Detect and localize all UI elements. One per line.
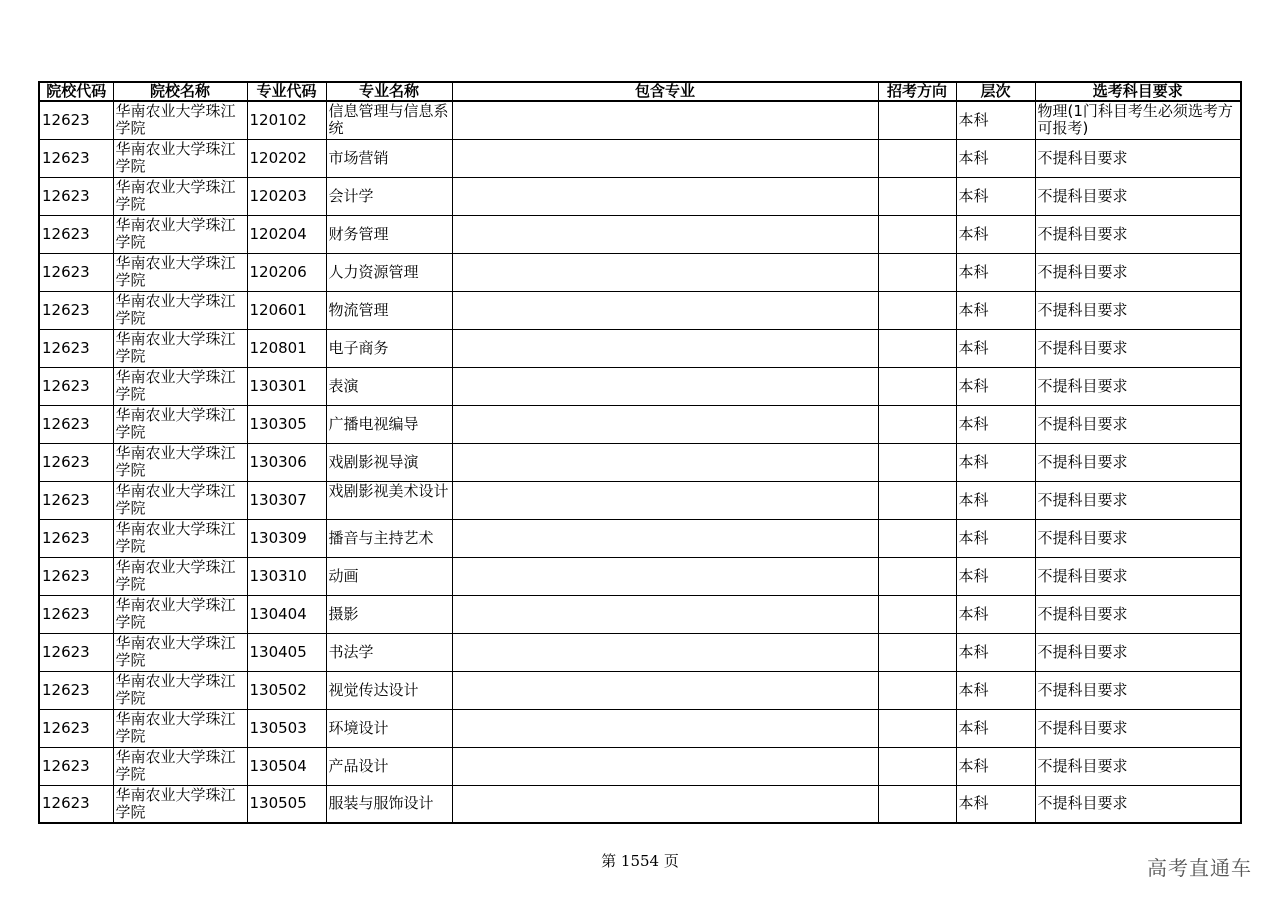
cell-included-majors: [452, 785, 878, 823]
cell-major-name: 会计学: [326, 177, 452, 215]
cell-school-name: 华南农业大学珠江学院: [113, 291, 247, 329]
cell-school-name: 华南农业大学珠江学院: [113, 177, 247, 215]
cell-school-code: 12623: [39, 595, 113, 633]
cell-included-majors: [452, 595, 878, 633]
cell-direction: [878, 519, 956, 557]
cell-included-majors: [452, 443, 878, 481]
cell-direction: [878, 329, 956, 367]
cell-major-name: 环境设计: [326, 709, 452, 747]
cell-subject-requirement: 不提科目要求: [1035, 557, 1241, 595]
cell-level: 本科: [956, 481, 1035, 519]
cell-direction: [878, 671, 956, 709]
table-row: [39, 101, 1241, 139]
cell-subject-requirement: 不提科目要求: [1035, 139, 1241, 177]
cell-level: 本科: [956, 405, 1035, 443]
cell-major-code: 130404: [247, 595, 326, 633]
cell-school-name: 华南农业大学珠江学院: [113, 481, 247, 519]
cell-major-name: 动画: [326, 557, 452, 595]
cell-included-majors: [452, 101, 878, 139]
cell-direction: [878, 785, 956, 823]
cell-level: 本科: [956, 101, 1035, 139]
table-body: [39, 101, 1241, 823]
cell-major-name: 信息管理与信息系统: [326, 101, 452, 139]
cell-level: 本科: [956, 443, 1035, 481]
table-header-row: [39, 82, 1241, 101]
table-row: [39, 139, 1241, 177]
cell-included-majors: [452, 291, 878, 329]
cell-major-name: 视觉传达设计: [326, 671, 452, 709]
cell-major-code: 130310: [247, 557, 326, 595]
cell-included-majors: [452, 215, 878, 253]
cell-major-code: 120601: [247, 291, 326, 329]
cell-level: 本科: [956, 253, 1035, 291]
cell-subject-requirement: 不提科目要求: [1035, 291, 1241, 329]
cell-direction: [878, 253, 956, 291]
header-major-name: 专业名称: [326, 82, 452, 101]
cell-major-name: 物流管理: [326, 291, 452, 329]
cell-school-name: 华南农业大学珠江学院: [113, 633, 247, 671]
table-row: [39, 481, 1241, 519]
watermark-text: 高考直通车: [1147, 856, 1252, 880]
table-row: [39, 253, 1241, 291]
cell-included-majors: [452, 177, 878, 215]
cell-included-majors: [452, 367, 878, 405]
cell-school-code: 12623: [39, 633, 113, 671]
cell-major-code: 130505: [247, 785, 326, 823]
cell-level: 本科: [956, 785, 1035, 823]
cell-direction: [878, 595, 956, 633]
cell-subject-requirement: 不提科目要求: [1035, 215, 1241, 253]
cell-direction: [878, 405, 956, 443]
cell-major-name: 人力资源管理: [326, 253, 452, 291]
header-school-name: 院校名称: [113, 82, 247, 101]
cell-school-code: 12623: [39, 101, 113, 139]
cell-included-majors: [452, 557, 878, 595]
cell-major-code: 130503: [247, 709, 326, 747]
enrollment-table: [38, 81, 1242, 824]
header-level: 层次: [956, 82, 1035, 101]
table-row: [39, 443, 1241, 481]
table-row: [39, 747, 1241, 785]
cell-subject-requirement: 不提科目要求: [1035, 367, 1241, 405]
cell-direction: [878, 709, 956, 747]
cell-level: 本科: [956, 367, 1035, 405]
cell-subject-requirement: 不提科目要求: [1035, 633, 1241, 671]
cell-direction: [878, 291, 956, 329]
cell-school-code: 12623: [39, 367, 113, 405]
cell-school-name: 华南农业大学珠江学院: [113, 557, 247, 595]
cell-school-code: 12623: [39, 405, 113, 443]
cell-direction: [878, 747, 956, 785]
cell-included-majors: [452, 405, 878, 443]
table-row: [39, 291, 1241, 329]
cell-school-name: 华南农业大学珠江学院: [113, 519, 247, 557]
cell-subject-requirement: 不提科目要求: [1035, 519, 1241, 557]
cell-major-name: 戏剧影视美术设计: [326, 481, 452, 519]
table-row: [39, 709, 1241, 747]
header-school-code: 院校代码: [39, 82, 113, 101]
cell-major-code: 120801: [247, 329, 326, 367]
cell-included-majors: [452, 671, 878, 709]
cell-school-name: 华南农业大学珠江学院: [113, 709, 247, 747]
cell-level: 本科: [956, 139, 1035, 177]
cell-major-code: 130306: [247, 443, 326, 481]
cell-major-name: 产品设计: [326, 747, 452, 785]
table-row: [39, 633, 1241, 671]
cell-level: 本科: [956, 747, 1035, 785]
cell-subject-requirement: 不提科目要求: [1035, 443, 1241, 481]
cell-included-majors: [452, 329, 878, 367]
cell-major-code: 130502: [247, 671, 326, 709]
cell-included-majors: [452, 139, 878, 177]
cell-subject-requirement: 不提科目要求: [1035, 405, 1241, 443]
header-major-code: 专业代码: [247, 82, 326, 101]
cell-school-code: 12623: [39, 557, 113, 595]
cell-school-name: 华南农业大学珠江学院: [113, 671, 247, 709]
cell-subject-requirement: 不提科目要求: [1035, 481, 1241, 519]
cell-included-majors: [452, 481, 878, 519]
cell-major-code: 130504: [247, 747, 326, 785]
cell-major-code: 120202: [247, 139, 326, 177]
cell-level: 本科: [956, 671, 1035, 709]
cell-direction: [878, 101, 956, 139]
cell-major-name: 摄影: [326, 595, 452, 633]
cell-major-code: 120203: [247, 177, 326, 215]
cell-level: 本科: [956, 595, 1035, 633]
cell-school-code: 12623: [39, 253, 113, 291]
cell-direction: [878, 177, 956, 215]
cell-major-code: 120206: [247, 253, 326, 291]
cell-school-name: 华南农业大学珠江学院: [113, 253, 247, 291]
cell-level: 本科: [956, 177, 1035, 215]
table-row: [39, 215, 1241, 253]
cell-school-code: 12623: [39, 519, 113, 557]
table-row: [39, 329, 1241, 367]
cell-subject-requirement: 不提科目要求: [1035, 595, 1241, 633]
cell-direction: [878, 481, 956, 519]
header-direction: 招考方向: [878, 82, 956, 101]
cell-included-majors: [452, 519, 878, 557]
cell-major-name: 财务管理: [326, 215, 452, 253]
cell-school-name: 华南农业大学珠江学院: [113, 595, 247, 633]
cell-major-name: 播音与主持艺术: [326, 519, 452, 557]
cell-school-code: 12623: [39, 443, 113, 481]
cell-subject-requirement: 不提科目要求: [1035, 253, 1241, 291]
cell-major-name: 广播电视编导: [326, 405, 452, 443]
cell-school-name: 华南农业大学珠江学院: [113, 101, 247, 139]
cell-direction: [878, 443, 956, 481]
cell-level: 本科: [956, 519, 1035, 557]
table-row: [39, 367, 1241, 405]
cell-direction: [878, 557, 956, 595]
header-subject-requirement: 选考科目要求: [1035, 82, 1241, 101]
cell-school-code: 12623: [39, 709, 113, 747]
cell-major-name: 戏剧影视导演: [326, 443, 452, 481]
cell-school-code: 12623: [39, 215, 113, 253]
cell-school-code: 12623: [39, 481, 113, 519]
page-number: 第 1554 页: [601, 852, 679, 870]
cell-major-name: 电子商务: [326, 329, 452, 367]
cell-major-code: 130307: [247, 481, 326, 519]
cell-major-code: 120204: [247, 215, 326, 253]
table-row: [39, 595, 1241, 633]
cell-subject-requirement: 不提科目要求: [1035, 785, 1241, 823]
cell-school-code: 12623: [39, 671, 113, 709]
cell-major-name: 书法学: [326, 633, 452, 671]
cell-included-majors: [452, 709, 878, 747]
cell-direction: [878, 139, 956, 177]
cell-subject-requirement: 不提科目要求: [1035, 329, 1241, 367]
table-row: [39, 519, 1241, 557]
cell-subject-requirement: 不提科目要求: [1035, 671, 1241, 709]
cell-school-code: 12623: [39, 139, 113, 177]
cell-level: 本科: [956, 291, 1035, 329]
cell-included-majors: [452, 253, 878, 291]
cell-level: 本科: [956, 557, 1035, 595]
cell-major-name: 服装与服饰设计: [326, 785, 452, 823]
cell-level: 本科: [956, 633, 1035, 671]
cell-included-majors: [452, 633, 878, 671]
table-row: [39, 405, 1241, 443]
table-row: [39, 671, 1241, 709]
cell-major-name: 市场营销: [326, 139, 452, 177]
cell-included-majors: [452, 747, 878, 785]
cell-school-code: 12623: [39, 291, 113, 329]
cell-direction: [878, 215, 956, 253]
cell-major-code: 130305: [247, 405, 326, 443]
cell-major-code: 130301: [247, 367, 326, 405]
cell-school-code: 12623: [39, 785, 113, 823]
cell-school-name: 华南农业大学珠江学院: [113, 367, 247, 405]
cell-major-code: 130309: [247, 519, 326, 557]
header-included-majors: 包含专业: [452, 82, 878, 101]
cell-subject-requirement: 不提科目要求: [1035, 747, 1241, 785]
cell-subject-requirement: 物理(1门科目考生必须选考方可报考): [1035, 101, 1241, 139]
cell-school-name: 华南农业大学珠江学院: [113, 747, 247, 785]
cell-school-code: 12623: [39, 329, 113, 367]
cell-school-name: 华南农业大学珠江学院: [113, 785, 247, 823]
cell-school-code: 12623: [39, 747, 113, 785]
cell-level: 本科: [956, 709, 1035, 747]
cell-subject-requirement: 不提科目要求: [1035, 177, 1241, 215]
cell-school-name: 华南农业大学珠江学院: [113, 139, 247, 177]
cell-school-name: 华南农业大学珠江学院: [113, 215, 247, 253]
table-row: [39, 785, 1241, 823]
table-row: [39, 557, 1241, 595]
cell-level: 本科: [956, 329, 1035, 367]
cell-direction: [878, 367, 956, 405]
cell-direction: [878, 633, 956, 671]
cell-school-name: 华南农业大学珠江学院: [113, 405, 247, 443]
cell-major-code: 120102: [247, 101, 326, 139]
table-row: [39, 177, 1241, 215]
cell-major-name: 表演: [326, 367, 452, 405]
cell-school-code: 12623: [39, 177, 113, 215]
cell-level: 本科: [956, 215, 1035, 253]
cell-subject-requirement: 不提科目要求: [1035, 709, 1241, 747]
cell-major-code: 130405: [247, 633, 326, 671]
cell-school-name: 华南农业大学珠江学院: [113, 329, 247, 367]
cell-school-name: 华南农业大学珠江学院: [113, 443, 247, 481]
